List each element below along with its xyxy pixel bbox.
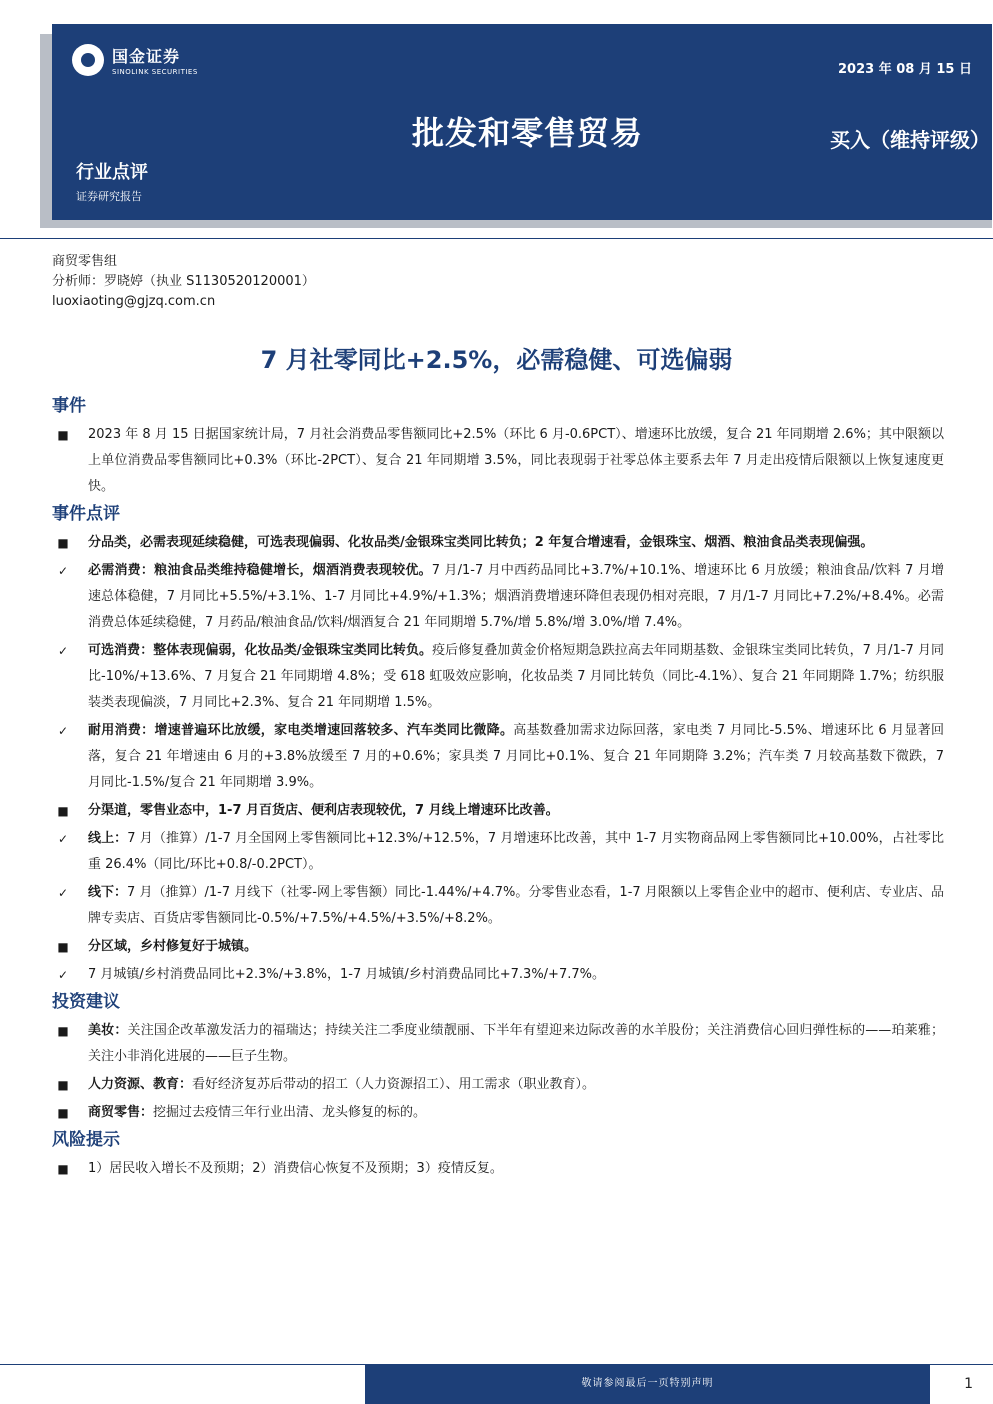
sector-title: 批发和零售贸易 (412, 114, 644, 152)
review-optional: ✓ 可选消费：整体表现偏弱，化妆品类/金银珠宝类同比转负。疫后修复叠加黄金价格短期急跌拉高去年同期基数、金银珠宝类同比转负，7 月/1-7 月同比-10%/+13.6%、7 月复合 21 年同期增 4.8%；受 618 虹吸效应影响，化妆品类 7 月同比转负（同比-4.1%）、复合 21 年同期降 1.7%；纺织服装类表现偏淡，7 月同比+2.3%、复合 21 年同期增 1.5%。 (52, 638, 944, 716)
square-bullet-icon: ■ (57, 1162, 69, 1176)
square-bullet-icon: ■ (57, 1106, 69, 1120)
review-necessities: ✓ 必需消费：粮油食品类维持稳健增长，烟酒消费表现较优。7 月/1-7 月中西药品同比+3.7%/+10.1%、增速环比 6 月放缓；粮油食品/饮料 7 月增速总体稳健，7 月同比+5.5%/+3.1%、1-7 月同比+4.9%/+1.3%；烟酒消费增速环降但表现仍相对亮眼，7 月/1-7 月同比+7.2%/+8.4%。必需消费总体延续稳健，7 月药品/粮油食品/饮料/烟酒复合 21 年同期增 5.7%/增 5.8%/增 3.0%/增 7.4%。 (52, 558, 944, 636)
section-heading-event: 事件 (52, 396, 86, 416)
check-bullet-icon: ✓ (57, 564, 69, 578)
advice-beauty: ■ 美妆：关注国企改革激发活力的福瑞达；持续关注二季度业绩靓丽、下半年有望迎来边际改善的水羊股份；关注消费信心回归弹性标的——珀莱雅；关注小非消化进展的——巨子生物。 (52, 1018, 944, 1070)
report-title: 7 月社零同比+2.5%，必需稳健、可选偏弱 (260, 346, 733, 374)
square-bullet-icon: ■ (57, 428, 69, 442)
advice-hr-education: ■ 人力资源、教育：看好经济复苏后带动的招工（人力资源招工）、用工需求（职业教育）。 (52, 1072, 944, 1098)
review-channel-point: ■ 分渠道，零售业态中，1-7 月百货店、便利店表现较优，7 月线上增速环比改善。 (52, 798, 944, 824)
square-bullet-icon: ■ (57, 804, 69, 818)
report-subtype: 证券研究报告 (76, 190, 142, 203)
company-logo (72, 44, 198, 76)
square-bullet-icon: ■ (57, 940, 69, 954)
header-divider (0, 238, 993, 239)
section-heading-advice: 投资建议 (52, 992, 120, 1012)
advice-retail: ■ 商贸零售：挖掘过去疫情三年行业出清、龙头修复的标的。 (52, 1100, 944, 1126)
logo-en: SINOLINK SECURITIES (112, 68, 198, 76)
check-bullet-icon: ✓ (57, 724, 69, 738)
event-paragraph: ■ 2023 年 8 月 15 日据国家统计局，7 月社会消费品零售额同比+2.5%（环比 6 月-0.6PCT）、增速环比放缓，复合 21 年同期增 2.6%；其中限额以上单位消费品零售额同比+0.3%（环比-2PCT）、复合 21 年同期增 3.5%，同比表现弱于社零总体主要系去年 7 月走出疫情后限额以上恢复速度更快。 (52, 422, 944, 500)
section-heading-review: 事件点评 (52, 504, 120, 524)
logo-mark-icon (72, 44, 104, 76)
square-bullet-icon: ■ (57, 536, 69, 550)
review-region-point: ■ 分区域，乡村修复好于城镇。 (52, 934, 944, 960)
report-header (52, 24, 992, 220)
analyst-info (52, 252, 315, 312)
analyst-name: 分析师：罗晓婷（执业 S1130520120001） (52, 274, 315, 289)
check-bullet-icon: ✓ (57, 832, 69, 846)
footer-disclaimer: 敬请参阅最后一页特别声明 (365, 1364, 930, 1404)
review-offline: ✓ 线下：7 月（推算）/1-7 月线下（社零-网上零售额）同比-1.44%/+4.7%。分零售业态看，1-7 月限额以上零售企业中的超市、便利店、专业店、品牌专卖店、百货店零售额同比-0.5%/+7.5%/+4.5%/+3.5%/+8.2%。 (52, 880, 944, 932)
report-type: 行业点评 (76, 162, 148, 183)
review-durables: ✓ 耐用消费：增速普遍环比放缓，家电类增速回落较多、汽车类同比微降。高基数叠加需求边际回落，家电类 7 月同比-5.5%、增速环比 6 月显著回落，复合 21 年增速由 6 月的+3.8%放缓至 7 月的+0.6%；家具类 7 月同比+0.1%、复合 21 年同期降 3.2%；汽车类 7 月较高基数下微跌，7 月同比-1.5%/复合 21 年同期增 3.9%。 (52, 718, 944, 796)
review-online: ✓ 线上：7 月（推算）/1-7 月全国网上零售额同比+12.3%/+12.5%，7 月增速环比改善，其中 1-7 月实物商品网上零售额同比+10.00%，占社零比重 26.4%（同比/环比+0.8/-0.2PCT）。 (52, 826, 944, 878)
analyst-email[interactable]: luoxiaoting@gjzq.com.cn (52, 294, 216, 309)
review-region-detail: ✓ 7 月城镇/乡村消费品同比+2.3%/+3.8%，1-7 月城镇/乡村消费品同比+7.3%/+7.7%。 (52, 962, 944, 988)
square-bullet-icon: ■ (57, 1024, 69, 1038)
page-number: 1 (964, 1376, 973, 1392)
risk-paragraph: ■ 1）居民收入增长不及预期；2）消费信心恢复不及预期；3）疫情反复。 (52, 1156, 944, 1182)
square-bullet-icon: ■ (57, 1078, 69, 1092)
research-group: 商贸零售组 (52, 254, 118, 269)
check-bullet-icon: ✓ (57, 886, 69, 900)
section-heading-risk: 风险提示 (52, 1130, 120, 1150)
report-date: 2023 年 08 月 15 日 (838, 62, 972, 77)
check-bullet-icon: ✓ (57, 644, 69, 658)
rating: 买入（维持评级） (830, 128, 990, 152)
review-category-point: ■ 分品类，必需表现延续稳健，可选表现偏弱、化妆品类/金银珠宝类同比转负；2 年复合增速看，金银珠宝、烟酒、粮油食品类表现偏强。 (52, 530, 944, 556)
report-body (52, 394, 944, 1184)
check-bullet-icon: ✓ (57, 968, 69, 982)
logo-cn: 国金证券 (112, 47, 181, 66)
